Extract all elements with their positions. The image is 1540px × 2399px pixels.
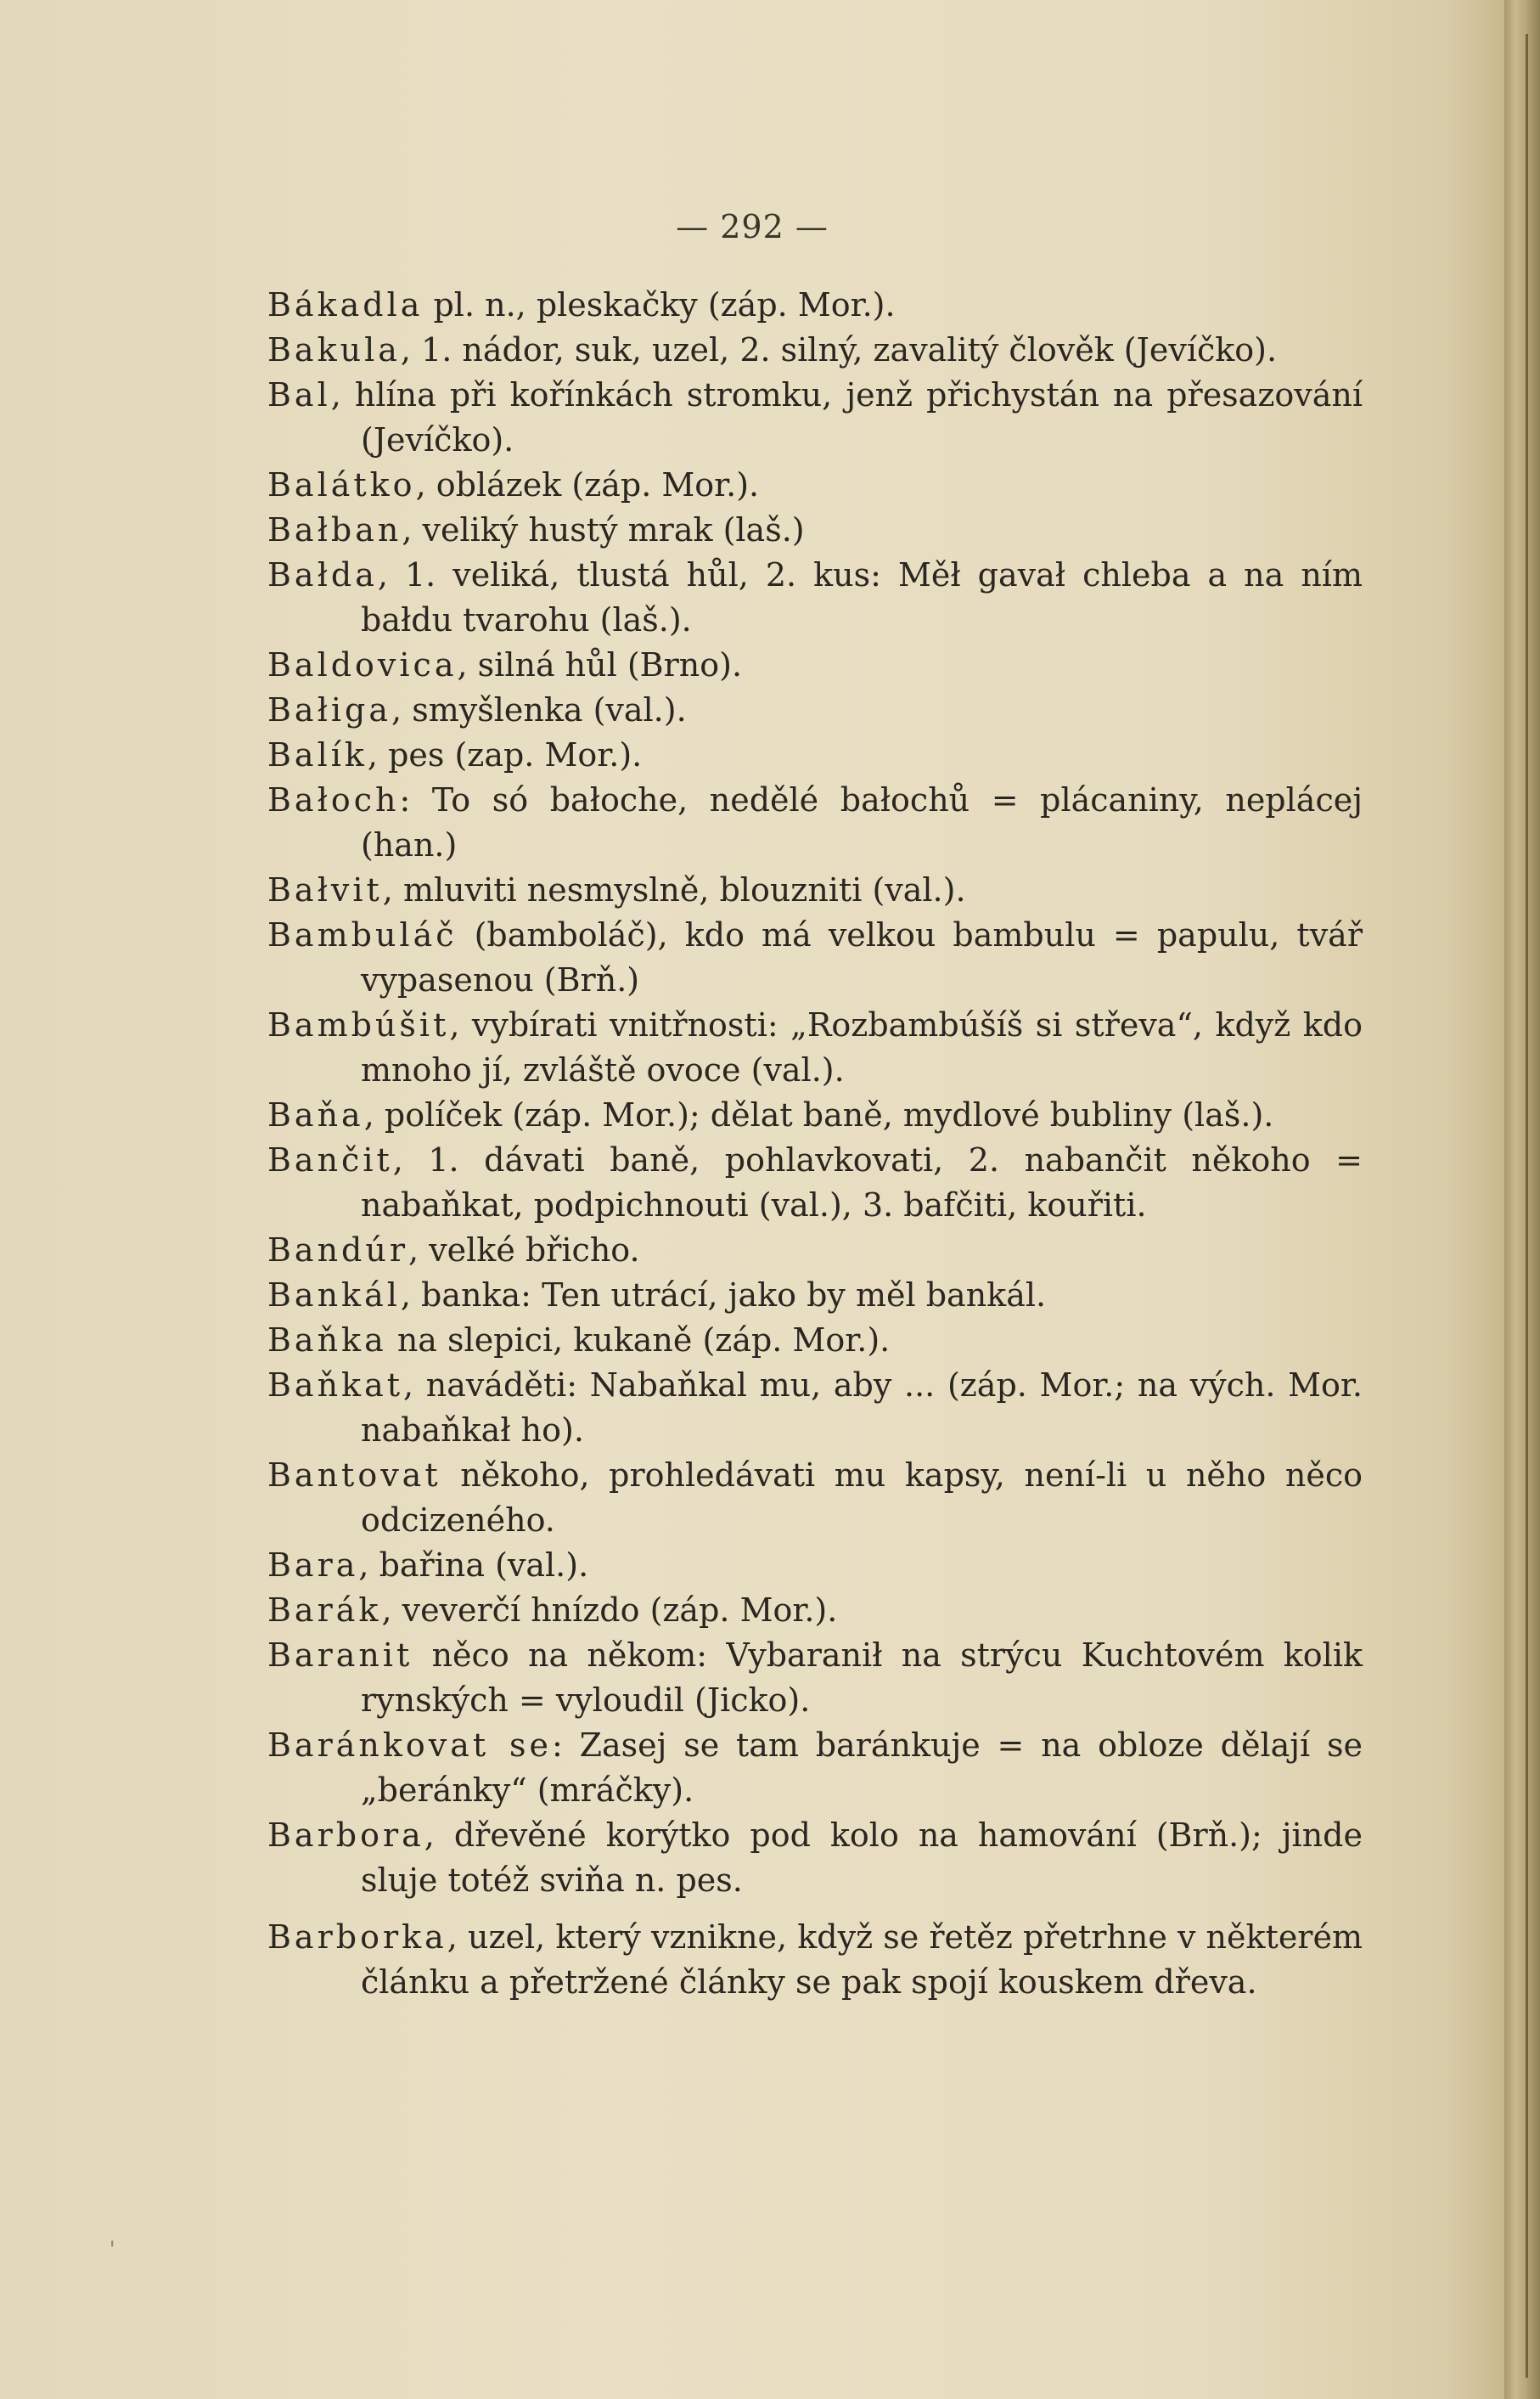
entry-text: pl. n., pleskačky (záp. Mor.).	[423, 286, 896, 324]
entry-headword: Bałoch	[267, 781, 400, 819]
entry-text: , vybírati vnitřnosti: „Rozbambúšíš si střeva“, když kdo mnoho jí, zvláště ovoce (val.).	[361, 1006, 1363, 1089]
entry-headword: Bara	[267, 1546, 359, 1584]
entry-headword: Baňa	[267, 1096, 364, 1134]
page-number: — 292 —	[676, 208, 829, 245]
dictionary-entry	[267, 328, 1363, 373]
book-edge	[1504, 0, 1540, 2399]
entry-text: někoho, prohledávati mu kapsy, není-li u něho něco odcizeného.	[361, 1456, 1363, 1539]
dictionary-entry	[267, 1363, 1363, 1453]
entry-text: něco na někom: Vybaranił na strýcu Kuchtovém kolik rynských = vyloudil (Jicko).	[361, 1636, 1363, 1719]
entry-headword: Bákadla	[267, 286, 424, 324]
entry-headword: Baránkovat se	[267, 1726, 552, 1764]
entry-text: , hlína při kořínkách stromku, jenž přichystán na přesazování (Jevíčko).	[330, 376, 1363, 459]
entry-headword: Bambúšit	[267, 1006, 450, 1044]
dictionary-entry	[267, 1318, 1363, 1363]
ink-speck: ˌ	[109, 2221, 116, 2250]
dictionary-entry	[267, 1813, 1363, 1903]
entry-headword: Bałiga	[267, 691, 392, 729]
dictionary-entry	[267, 463, 1363, 508]
entry-headword: Bałda	[267, 556, 378, 594]
dictionary-entry	[267, 1915, 1363, 2005]
dictionary-entry	[267, 508, 1363, 553]
dictionary-entry	[267, 373, 1363, 463]
entry-headword: Bal	[267, 376, 331, 414]
dictionary-entry	[267, 733, 1363, 778]
entry-text: , políček (záp. Mor.); dělat baně, mydlové bubliny (laš.).	[363, 1096, 1274, 1134]
entry-text: , veverčí hnízdo (záp. Mor.).	[381, 1591, 838, 1629]
book-edge-shadow	[1526, 34, 1528, 2378]
dictionary-entry	[267, 1588, 1363, 1633]
entry-headword: Baranit	[267, 1636, 413, 1674]
entry-headword: Baňka	[267, 1321, 387, 1359]
entry-text: , mluviti nesmyslně, blouzniti (val.).	[382, 871, 966, 909]
entry-headword: Bandúr	[267, 1231, 409, 1269]
entry-text: , veliký hustý mrak (laš.)	[402, 511, 805, 549]
dictionary-entry	[267, 1723, 1363, 1813]
entry-headword: Bałvit	[267, 871, 383, 909]
dictionary-entry	[267, 1453, 1363, 1543]
entry-headword: Bakula	[267, 331, 401, 369]
dictionary-entry	[267, 688, 1363, 733]
entry-headword: Balík	[267, 736, 368, 774]
dictionary-entry	[267, 778, 1363, 868]
entry-text: (bamboláč), kdo má velkou bambulu = papulu, tvář vypasenou (Brň.)	[361, 916, 1363, 999]
entry-headword: Bantovat	[267, 1456, 441, 1494]
entry-text: , banka: Ten utrácí, jako by měl bankál.	[400, 1276, 1047, 1314]
entry-text: , pes (zap. Mor.).	[367, 736, 643, 774]
dictionary-entry	[267, 913, 1363, 1003]
entry-headword: Baldovica	[267, 646, 458, 684]
entry-headword: Bančit	[267, 1141, 393, 1179]
entry-text: , uzel, který vznikne, když se řetěz přetrhne v některém článku a přetržené články se pak spojí kouskem dřeva.	[361, 1918, 1363, 2001]
dictionary-entry	[267, 1003, 1363, 1093]
entry-headword: Barák	[267, 1591, 382, 1629]
entry-headword: Bambuláč	[267, 916, 458, 954]
dictionary-entries	[267, 283, 1363, 2005]
dictionary-entry	[267, 283, 1363, 328]
dictionary-entry	[267, 1633, 1363, 1723]
dictionary-entry	[267, 1543, 1363, 1588]
entry-text: , 1. veliká, tlustá hůl, 2. kus: Měł gavał chleba a na ním bałdu tvarohu (laš.).	[361, 556, 1363, 639]
entry-headword: Bankál	[267, 1276, 401, 1314]
entry-headword: Baňkat	[267, 1366, 404, 1404]
entry-text: : To só bałoche, nedělé bałochů = plácaniny, neplácej (han.)	[361, 781, 1363, 864]
entry-headword: Barbora	[267, 1816, 424, 1854]
dictionary-entry	[267, 1138, 1363, 1228]
dictionary-entry	[267, 1228, 1363, 1273]
entry-headword: Bałban	[267, 511, 402, 549]
entry-text: , bařina (val.).	[358, 1546, 589, 1584]
entry-text: , oblázek (záp. Mor.).	[415, 466, 760, 504]
entry-text: , 1. nádor, suk, uzel, 2. silný, zavalitý člověk (Jevíčko).	[400, 331, 1278, 369]
entry-text: : Zasej se tam baránkuje = na obloze dělají se „beránky“ (mráčky).	[361, 1726, 1363, 1809]
entry-text: , dřevěné korýtko pod kolo na hamování (Brň.); jinde sluje totéž sviňa n. pes.	[361, 1816, 1363, 1899]
entry-headword: Barborka	[267, 1918, 447, 1956]
dictionary-entry	[267, 1093, 1363, 1138]
dictionary-entry	[267, 868, 1363, 913]
entry-text: , silná hůl (Brno).	[457, 646, 743, 684]
entry-text: , naváděti: Nabaňkal mu, aby ... (záp. Mor.; na vých. Mor. nabaňkał ho).	[361, 1366, 1363, 1449]
entry-text: , smyšlenka (val.).	[391, 691, 687, 729]
entry-text: , velké břicho.	[408, 1231, 640, 1269]
entry-headword: Balátko	[267, 466, 416, 504]
dictionary-entry	[267, 553, 1363, 643]
dictionary-entry	[267, 1273, 1363, 1318]
entry-text: na slepici, kukaně (záp. Mor.).	[386, 1321, 891, 1359]
entry-text: , 1. dávati baně, pohlavkovati, 2. nabančit někoho = nabaňkat, podpichnouti (val.), 3. bafčiti, kouřiti.	[361, 1141, 1363, 1224]
dictionary-entry	[267, 643, 1363, 688]
